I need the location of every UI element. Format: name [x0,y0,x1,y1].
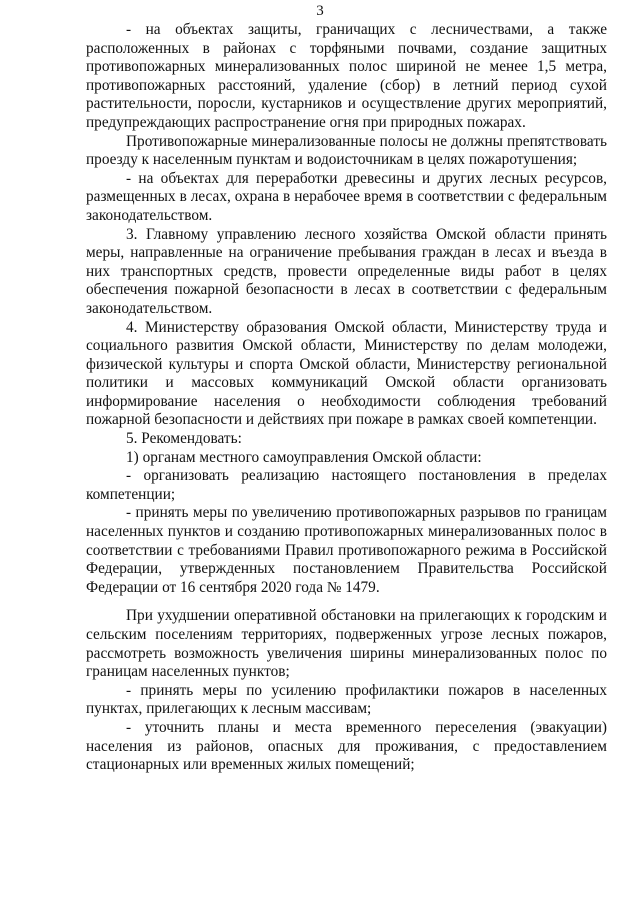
paragraph-firebreaks: - принять меры по увеличению противопожарных разрывов по границам населенных пунктов и созданию противопожарных минерализованных полос в соответствии с требованиями Правил противопожарного режима в Российской Федерации, утвержденных постановлением Правительства Российской Федерации от 16 сентября 2020 года № 1479. [86,504,607,596]
paragraph-item-4: 4. Министерству образования Омской области, Министерству труда и социального развития Омской области, Министерству по делам молодежи, физической культуры и спорта Омской области, Министерству региональной политики и массовых коммуникаций Омской области организовать информирование населения о необходимости соблюдения требований пожарной безопасности и действиях при пожаре в рамках своей компетенции. [86,318,607,429]
paragraph-item-3: 3. Главному управлению лесного хозяйства Омской области принять меры, направленные на ограничение пребывания граждан в лесах и въезда в них транспортных средств, провести определенные виды работ в целях обеспечения пожарной безопасности в лесах в соответствии с федеральным законодательством. [86,225,607,317]
document-body [86,21,607,775]
paragraph-mineralized-strips: Противопожарные минерализованные полосы не должны препятствовать проезду к населенным пунктам и водоисточникам в целях пожаротушения; [86,132,607,169]
paragraph-fire-prevention: - принять меры по усилению профилактики пожаров в населенных пунктах, прилегающих к лесным массивам; [86,681,607,718]
paragraph-organize-implementation: - организовать реализацию настоящего постановления в пределах компетенции; [86,467,607,503]
paragraph-item-5-1: 1) органам местного самоуправления Омской области: [126,448,482,466]
paragraph-item-5: 5. Рекомендовать: [126,430,242,448]
paragraph-fire-protection-zones: - на объектах защиты, граничащих с лесничествами, а также расположенных в районах с торфяными почвами, создание защитных противопожарных минерализованных полос шириной не менее 1,5 метра, противопожарных расстояний, удаление (сбор) в летний период сухой растительности, поросли, кустарников и осуществление других мероприятий, предупреждающих распространение огня при природных пожарах. [86,21,607,131]
paragraph-evacuation-plans: - уточнить планы и места временного переселения (эвакуации) населения из районов, опасных для проживания, с предоставлением стационарных или временных жилых помещений; [86,718,607,774]
page-number: 3 [316,3,324,19]
paragraph-worsening-situation: При ухудшении оперативной обстановки на прилегающих к городским и сельским поселениям территориях, подверженных угрозе лесных пожаров, рассмотреть возможность увеличения ширины минерализованных полос по границам населенных пунктов; [86,607,607,681]
paragraph-wood-processing: - на объектах для переработки древесины и других лесных ресурсов, размещенных в лесах, охрана в нерабочее время в соответствии с федеральным законодательством. [86,169,607,224]
